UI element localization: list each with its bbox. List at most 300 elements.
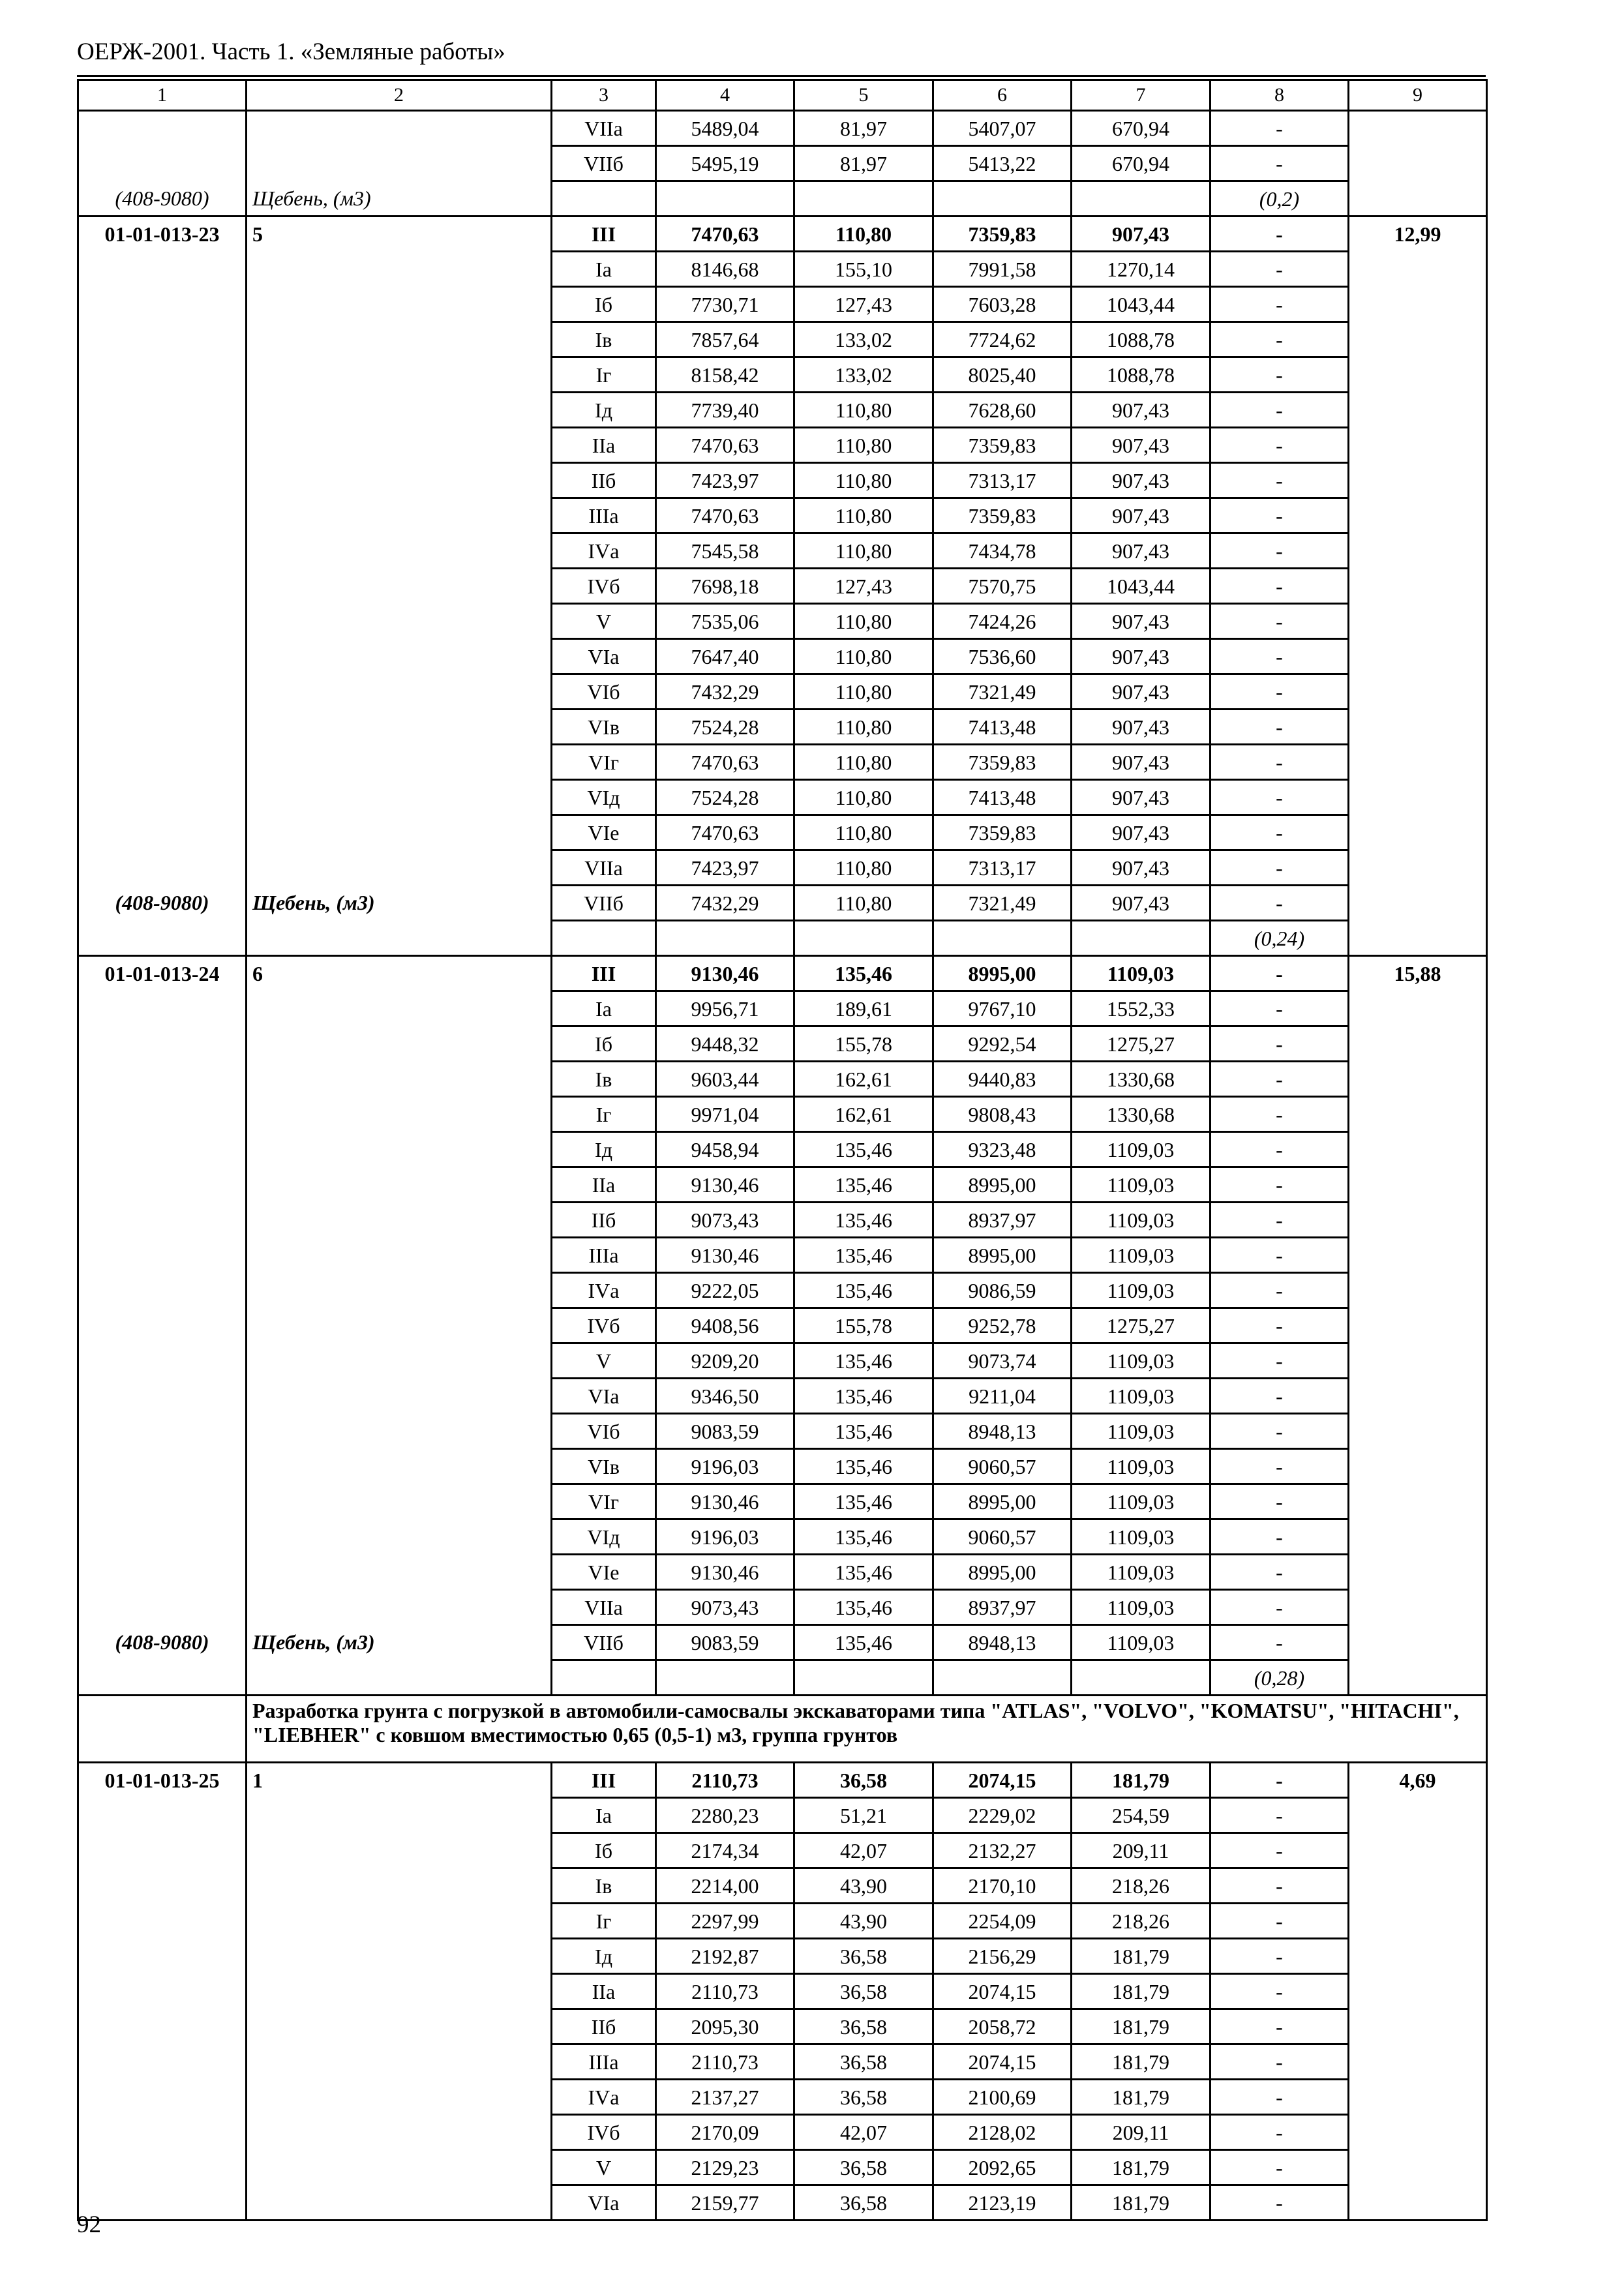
zone-cell: IIIа	[552, 498, 656, 533]
worker-wage-cell: 135,46	[794, 1238, 933, 1273]
driver-wage-cell: 181,79	[1072, 2185, 1210, 2221]
driver-wage-cell: 254,59	[1072, 1798, 1210, 1833]
zone-cell: VIIб	[552, 146, 656, 181]
machine-cost-cell: 8995,00	[933, 956, 1072, 991]
materials-cell: -	[1210, 956, 1349, 991]
machine-cost-cell: 9808,43	[933, 1097, 1072, 1132]
rate-code-cell	[78, 1763, 247, 2221]
machine-cost-cell: 8995,00	[933, 1167, 1072, 1203]
machine-cost-cell: 2092,65	[933, 2150, 1072, 2185]
empty-cell	[656, 181, 794, 217]
zone-cell: VIб	[552, 674, 656, 710]
labor-cost-cell	[1349, 217, 1487, 956]
zone-cell: VIIа	[552, 850, 656, 886]
empty-cell	[933, 181, 1072, 217]
worker-wage-cell: 135,46	[794, 1625, 933, 1660]
materials-cell: -	[1210, 991, 1349, 1026]
zone-cell: III	[552, 1763, 656, 1798]
driver-wage-cell: 1109,03	[1072, 1132, 1210, 1167]
materials-cell: -	[1210, 1026, 1349, 1062]
work-description: 6	[252, 962, 263, 985]
table-row	[78, 111, 1487, 146]
driver-wage-cell: 1109,03	[1072, 1379, 1210, 1414]
zone-cell: Iд	[552, 1939, 656, 1974]
total-cost-cell: 9130,46	[656, 1484, 794, 1519]
empty-cell	[794, 1660, 933, 1696]
page-header-title: ОЕРЖ-2001. Часть 1. «Земляные работы»	[77, 38, 505, 65]
worker-wage-cell: 110,80	[794, 850, 933, 886]
worker-wage-cell: 110,80	[794, 533, 933, 569]
driver-wage-cell: 1275,27	[1072, 1026, 1210, 1062]
worker-wage-cell: 135,46	[794, 1379, 933, 1414]
column-number: 7	[1072, 80, 1210, 111]
machine-cost-cell: 7413,48	[933, 780, 1072, 815]
total-cost-cell: 9130,46	[656, 1555, 794, 1590]
materials-cell: -	[1210, 1939, 1349, 1974]
materials-cell: -	[1210, 498, 1349, 533]
materials-cell: -	[1210, 1097, 1349, 1132]
driver-wage-cell: 907,43	[1072, 780, 1210, 815]
materials-cell: -	[1210, 393, 1349, 428]
worker-wage-cell: 135,46	[794, 1132, 933, 1167]
zone-cell: VIе	[552, 815, 656, 850]
machine-cost-cell: 7724,62	[933, 322, 1072, 357]
price-table	[77, 79, 1488, 2221]
worker-wage-cell: 127,43	[794, 287, 933, 322]
materials-cell: -	[1210, 2080, 1349, 2115]
materials-cell: -	[1210, 886, 1349, 921]
total-cost-cell: 7545,58	[656, 533, 794, 569]
materials-cell: -	[1210, 710, 1349, 745]
materials-cell: -	[1210, 1273, 1349, 1308]
zone-cell: Iг	[552, 1097, 656, 1132]
worker-wage-cell: 36,58	[794, 1974, 933, 2009]
machine-cost-cell: 9060,57	[933, 1519, 1072, 1555]
driver-wage-cell: 181,79	[1072, 1974, 1210, 2009]
driver-wage-cell: 1109,03	[1072, 1414, 1210, 1449]
total-cost-cell: 2297,99	[656, 1904, 794, 1939]
worker-wage-cell: 135,46	[794, 1414, 933, 1449]
column-number: 6	[933, 80, 1072, 111]
driver-wage-cell: 907,43	[1072, 850, 1210, 886]
machine-cost-cell: 7359,83	[933, 745, 1072, 780]
column-number: 3	[552, 80, 656, 111]
total-cost-cell: 9458,94	[656, 1132, 794, 1167]
worker-wage-cell: 127,43	[794, 569, 933, 604]
total-cost-cell: 5495,19	[656, 146, 794, 181]
material-quantity: (0,28)	[1210, 1660, 1349, 1696]
materials-cell: -	[1210, 357, 1349, 393]
materials-cell: -	[1210, 674, 1349, 710]
work-description-cell	[247, 217, 552, 956]
zone-cell: Iд	[552, 1132, 656, 1167]
total-cost-cell: 9130,46	[656, 1238, 794, 1273]
zone-cell: IIа	[552, 1167, 656, 1203]
empty-cell	[656, 921, 794, 956]
driver-wage-cell: 907,43	[1072, 428, 1210, 463]
materials-cell: -	[1210, 1308, 1349, 1343]
worker-wage-cell: 36,58	[794, 2044, 933, 2080]
driver-wage-cell: 1109,03	[1072, 1484, 1210, 1519]
rate-code: 01-01-013-24	[104, 962, 220, 985]
materials-cell: -	[1210, 2150, 1349, 2185]
driver-wage-cell: 1109,03	[1072, 1449, 1210, 1484]
driver-wage-cell: 907,43	[1072, 463, 1210, 498]
total-cost-cell: 7535,06	[656, 604, 794, 639]
material-code: (408-9080)	[115, 187, 209, 210]
rate-code: 01-01-013-25	[104, 1769, 220, 1792]
machine-cost-cell: 9440,83	[933, 1062, 1072, 1097]
empty-cell	[1072, 921, 1210, 956]
driver-wage-cell: 907,43	[1072, 393, 1210, 428]
total-cost-cell: 9083,59	[656, 1414, 794, 1449]
zone-cell: VIб	[552, 1414, 656, 1449]
driver-wage-cell: 670,94	[1072, 146, 1210, 181]
total-cost-cell: 2280,23	[656, 1798, 794, 1833]
zone-cell: Iд	[552, 393, 656, 428]
machine-cost-cell: 2074,15	[933, 1763, 1072, 1798]
driver-wage-cell: 907,43	[1072, 745, 1210, 780]
rate-code-cell	[78, 217, 247, 956]
machine-cost-cell: 2128,02	[933, 2115, 1072, 2150]
worker-wage-cell: 135,46	[794, 1590, 933, 1625]
machine-cost-cell: 2229,02	[933, 1798, 1072, 1833]
machine-cost-cell: 7359,83	[933, 815, 1072, 850]
driver-wage-cell: 1043,44	[1072, 569, 1210, 604]
materials-cell: -	[1210, 428, 1349, 463]
driver-wage-cell: 218,26	[1072, 1904, 1210, 1939]
driver-wage-cell: 1270,14	[1072, 252, 1210, 287]
worker-wage-cell: 162,61	[794, 1097, 933, 1132]
materials-cell: -	[1210, 1833, 1349, 1868]
empty-cell	[933, 1660, 1072, 1696]
zone-cell: VIг	[552, 1484, 656, 1519]
empty-cell	[552, 1660, 656, 1696]
worker-wage-cell: 135,46	[794, 956, 933, 991]
material-code: (408-9080)	[115, 891, 209, 914]
empty-cell	[656, 1660, 794, 1696]
zone-cell: III	[552, 956, 656, 991]
empty-cell	[552, 181, 656, 217]
machine-cost-cell: 7991,58	[933, 252, 1072, 287]
zone-cell: IIб	[552, 463, 656, 498]
materials-cell: -	[1210, 146, 1349, 181]
total-cost-cell: 7423,97	[656, 463, 794, 498]
materials-cell: -	[1210, 1484, 1349, 1519]
driver-wage-cell: 907,43	[1072, 674, 1210, 710]
total-cost-cell: 9196,03	[656, 1519, 794, 1555]
worker-wage-cell: 110,80	[794, 815, 933, 850]
driver-wage-cell: 907,43	[1072, 639, 1210, 674]
rate-code-cell	[78, 956, 247, 1696]
materials-cell: -	[1210, 2115, 1349, 2150]
materials-cell: -	[1210, 1203, 1349, 1238]
worker-wage-cell: 36,58	[794, 2080, 933, 2115]
worker-wage-cell: 189,61	[794, 991, 933, 1026]
zone-cell: Iа	[552, 1798, 656, 1833]
total-cost-cell: 9130,46	[656, 1167, 794, 1203]
worker-wage-cell: 110,80	[794, 463, 933, 498]
driver-wage-cell: 1330,68	[1072, 1097, 1210, 1132]
total-cost-cell: 7432,29	[656, 886, 794, 921]
total-cost-cell: 2170,09	[656, 2115, 794, 2150]
column-number: 9	[1349, 80, 1487, 111]
materials-cell: -	[1210, 639, 1349, 674]
worker-wage-cell: 110,80	[794, 428, 933, 463]
material-name: Щебень, (м3)	[252, 1630, 375, 1654]
total-cost-cell: 9346,50	[656, 1379, 794, 1414]
materials-cell: -	[1210, 1238, 1349, 1273]
total-cost-cell: 7423,97	[656, 850, 794, 886]
worker-wage-cell: 110,80	[794, 217, 933, 252]
total-cost-cell: 7470,63	[656, 815, 794, 850]
worker-wage-cell: 110,80	[794, 674, 933, 710]
worker-wage-cell: 135,46	[794, 1203, 933, 1238]
worker-wage-cell: 110,80	[794, 393, 933, 428]
zone-cell: VIIб	[552, 1625, 656, 1660]
total-cost-cell: 2192,87	[656, 1939, 794, 1974]
worker-wage-cell: 155,10	[794, 252, 933, 287]
material-name: Щебень, (м3)	[252, 187, 371, 210]
driver-wage-cell: 181,79	[1072, 1939, 1210, 1974]
total-cost-cell: 9083,59	[656, 1625, 794, 1660]
total-cost-cell: 9209,20	[656, 1343, 794, 1379]
empty-cell	[552, 921, 656, 956]
total-cost-cell: 2174,34	[656, 1833, 794, 1868]
total-cost-cell: 7432,29	[656, 674, 794, 710]
machine-cost-cell: 8025,40	[933, 357, 1072, 393]
machine-cost-cell: 2058,72	[933, 2009, 1072, 2044]
zone-cell: IIа	[552, 1974, 656, 2009]
total-cost-cell: 9408,56	[656, 1308, 794, 1343]
total-cost-cell: 7730,71	[656, 287, 794, 322]
zone-cell: Iв	[552, 1868, 656, 1904]
table-row	[78, 956, 1487, 991]
total-cost-cell: 2095,30	[656, 2009, 794, 2044]
zone-cell: IVб	[552, 1308, 656, 1343]
materials-cell: -	[1210, 1763, 1349, 1798]
materials-cell: -	[1210, 1625, 1349, 1660]
driver-wage-cell: 1109,03	[1072, 956, 1210, 991]
machine-cost-cell: 2156,29	[933, 1939, 1072, 1974]
labor-cost-cell	[1349, 111, 1487, 217]
machine-cost-cell: 8948,13	[933, 1414, 1072, 1449]
materials-cell: -	[1210, 2009, 1349, 2044]
material-quantity: (0,24)	[1210, 921, 1349, 956]
zone-cell: Iб	[552, 1026, 656, 1062]
column-number: 2	[247, 80, 552, 111]
total-cost-cell: 2137,27	[656, 2080, 794, 2115]
materials-cell: -	[1210, 111, 1349, 146]
worker-wage-cell: 81,97	[794, 111, 933, 146]
driver-wage-cell: 1109,03	[1072, 1519, 1210, 1555]
materials-cell: -	[1210, 1590, 1349, 1625]
worker-wage-cell: 42,07	[794, 2115, 933, 2150]
empty-cell	[794, 921, 933, 956]
total-cost-cell: 9222,05	[656, 1273, 794, 1308]
machine-cost-cell: 9252,78	[933, 1308, 1072, 1343]
worker-wage-cell: 155,78	[794, 1026, 933, 1062]
driver-wage-cell: 1275,27	[1072, 1308, 1210, 1343]
machine-cost-cell: 8937,97	[933, 1203, 1072, 1238]
driver-wage-cell: 907,43	[1072, 815, 1210, 850]
materials-cell: -	[1210, 322, 1349, 357]
worker-wage-cell: 162,61	[794, 1062, 933, 1097]
zone-cell: IIа	[552, 428, 656, 463]
driver-wage-cell: 1043,44	[1072, 287, 1210, 322]
total-cost-cell: 2110,73	[656, 1763, 794, 1798]
machine-cost-cell: 7570,75	[933, 569, 1072, 604]
driver-wage-cell: 670,94	[1072, 111, 1210, 146]
worker-wage-cell: 43,90	[794, 1904, 933, 1939]
work-description: 1	[252, 1769, 263, 1792]
zone-cell: IVб	[552, 2115, 656, 2150]
work-description-cell	[247, 1763, 552, 2221]
driver-wage-cell: 1109,03	[1072, 1273, 1210, 1308]
price-table-body	[78, 80, 1487, 2221]
driver-wage-cell: 181,79	[1072, 2150, 1210, 2185]
zone-cell: IIб	[552, 2009, 656, 2044]
materials-cell: -	[1210, 780, 1349, 815]
total-cost-cell: 7524,28	[656, 710, 794, 745]
materials-cell: -	[1210, 1167, 1349, 1203]
total-cost-cell: 2129,23	[656, 2150, 794, 2185]
material-name: Щебень, (м3)	[252, 891, 375, 914]
total-cost-cell: 2110,73	[656, 2044, 794, 2080]
total-cost-cell: 9603,44	[656, 1062, 794, 1097]
worker-wage-cell: 110,80	[794, 745, 933, 780]
driver-wage-cell: 907,43	[1072, 217, 1210, 252]
worker-wage-cell: 36,58	[794, 1939, 933, 1974]
machine-cost-cell: 5413,22	[933, 146, 1072, 181]
materials-cell: -	[1210, 1132, 1349, 1167]
driver-wage-cell: 209,11	[1072, 2115, 1210, 2150]
driver-wage-cell: 1109,03	[1072, 1343, 1210, 1379]
labor-cost-cell	[1349, 956, 1487, 1696]
materials-cell: -	[1210, 2185, 1349, 2221]
worker-wage-cell: 110,80	[794, 498, 933, 533]
table-row	[78, 217, 1487, 252]
total-cost-cell: 7470,63	[656, 428, 794, 463]
materials-cell: -	[1210, 1379, 1349, 1414]
total-cost-cell: 8158,42	[656, 357, 794, 393]
materials-cell: -	[1210, 815, 1349, 850]
worker-wage-cell: 135,46	[794, 1484, 933, 1519]
total-cost-cell: 9196,03	[656, 1449, 794, 1484]
zone-cell: Iв	[552, 1062, 656, 1097]
materials-cell: -	[1210, 217, 1349, 252]
worker-wage-cell: 36,58	[794, 1763, 933, 1798]
zone-cell: Iв	[552, 322, 656, 357]
machine-cost-cell: 7313,17	[933, 463, 1072, 498]
zone-cell: Iа	[552, 252, 656, 287]
total-cost-cell: 7524,28	[656, 780, 794, 815]
work-description-cell	[247, 956, 552, 1696]
machine-cost-cell: 2074,15	[933, 1974, 1072, 2009]
machine-cost-cell: 2254,09	[933, 1904, 1072, 1939]
worker-wage-cell: 135,46	[794, 1449, 933, 1484]
total-cost-cell: 9073,43	[656, 1203, 794, 1238]
worker-wage-cell: 135,46	[794, 1519, 933, 1555]
zone-cell: VIд	[552, 780, 656, 815]
driver-wage-cell: 218,26	[1072, 1868, 1210, 1904]
machine-cost-cell: 9060,57	[933, 1449, 1072, 1484]
zone-cell: VIе	[552, 1555, 656, 1590]
driver-wage-cell: 1109,03	[1072, 1625, 1210, 1660]
machine-cost-cell: 7321,49	[933, 886, 1072, 921]
zone-cell: V	[552, 2150, 656, 2185]
empty-cell	[1072, 181, 1210, 217]
total-cost-cell: 9073,43	[656, 1590, 794, 1625]
machine-cost-cell: 7413,48	[933, 710, 1072, 745]
total-cost-cell: 9448,32	[656, 1026, 794, 1062]
materials-cell: -	[1210, 287, 1349, 322]
total-cost-cell: 7470,63	[656, 498, 794, 533]
materials-cell: -	[1210, 1519, 1349, 1555]
worker-wage-cell: 110,80	[794, 639, 933, 674]
machine-cost-cell: 7434,78	[933, 533, 1072, 569]
materials-cell: -	[1210, 1343, 1349, 1379]
zone-cell: IVа	[552, 1273, 656, 1308]
machine-cost-cell: 8995,00	[933, 1555, 1072, 1590]
labor-cost: 4,69	[1399, 1769, 1436, 1792]
materials-cell: -	[1210, 1798, 1349, 1833]
empty-cell	[78, 1696, 247, 1763]
worker-wage-cell: 155,78	[794, 1308, 933, 1343]
materials-cell: -	[1210, 2044, 1349, 2080]
zone-cell: Iг	[552, 357, 656, 393]
driver-wage-cell: 907,43	[1072, 710, 1210, 745]
worker-wage-cell: 133,02	[794, 322, 933, 357]
zone-cell: VIд	[552, 1519, 656, 1555]
empty-cell	[1072, 1660, 1210, 1696]
work-description: 5	[252, 222, 263, 246]
material-quantity: (0,2)	[1210, 181, 1349, 217]
materials-cell: -	[1210, 745, 1349, 780]
zone-cell: Iб	[552, 287, 656, 322]
machine-cost-cell: 2123,19	[933, 2185, 1072, 2221]
section-heading: Разработка грунта с погрузкой в автомобили-самосвалы экскаваторами типа "ATLAS", "VOLVO", "KOMATSU", "HITACHI", "LIEBHER" с ковшом вместимостью 0,65 (0,5-1) м3, группа грунтов	[247, 1696, 1487, 1763]
materials-cell: -	[1210, 1868, 1349, 1904]
worker-wage-cell: 135,46	[794, 1343, 933, 1379]
column-number: 8	[1210, 80, 1349, 111]
total-cost-cell: 2159,77	[656, 2185, 794, 2221]
driver-wage-cell: 181,79	[1072, 2080, 1210, 2115]
machine-cost-cell: 7603,28	[933, 287, 1072, 322]
driver-wage-cell: 1330,68	[1072, 1062, 1210, 1097]
total-cost-cell: 2214,00	[656, 1868, 794, 1904]
zone-cell: IVа	[552, 533, 656, 569]
materials-cell: -	[1210, 533, 1349, 569]
work-description-cell	[247, 111, 552, 217]
worker-wage-cell: 36,58	[794, 2009, 933, 2044]
zone-cell: VIа	[552, 1379, 656, 1414]
materials-cell: -	[1210, 1062, 1349, 1097]
materials-cell: -	[1210, 1974, 1349, 2009]
machine-cost-cell: 7536,60	[933, 639, 1072, 674]
zone-cell: VIв	[552, 710, 656, 745]
total-cost-cell: 8146,68	[656, 252, 794, 287]
worker-wage-cell: 51,21	[794, 1798, 933, 1833]
materials-cell: -	[1210, 252, 1349, 287]
worker-wage-cell: 135,46	[794, 1167, 933, 1203]
machine-cost-cell: 2100,69	[933, 2080, 1072, 2115]
materials-cell: -	[1210, 850, 1349, 886]
driver-wage-cell: 907,43	[1072, 604, 1210, 639]
worker-wage-cell: 133,02	[794, 357, 933, 393]
section-heading-row	[78, 1696, 1487, 1763]
driver-wage-cell: 907,43	[1072, 498, 1210, 533]
